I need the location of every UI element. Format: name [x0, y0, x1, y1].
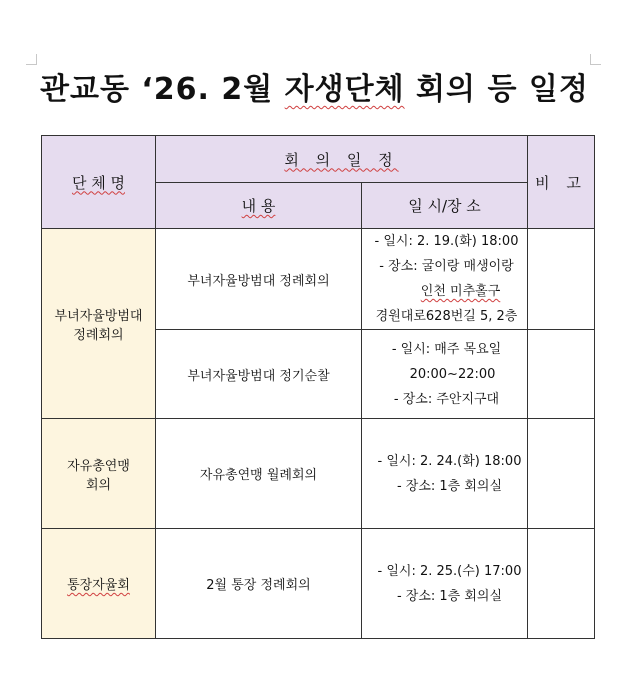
group-name-line: 부녀자율방범대	[54, 308, 143, 324]
detail-line: - 장소: 주안지구대	[393, 391, 500, 407]
detail-line: 20:00~22:00	[409, 366, 496, 382]
remarks-cell	[528, 330, 595, 419]
remarks-cell	[528, 529, 595, 639]
group-name-line: 회의	[85, 477, 112, 493]
schedule-table	[41, 135, 595, 639]
header-schedule: 회 의 일 정	[156, 136, 528, 183]
group-name-line: 자유총연맹	[67, 458, 130, 474]
detail-line: - 일시: 2. 24.(화) 18:00	[377, 453, 522, 469]
group-name-cell	[42, 229, 156, 419]
meeting-content: 자유총연맹 월례회의	[156, 419, 362, 529]
header-remarks: 비 고	[528, 136, 595, 229]
meeting-details	[362, 419, 528, 529]
title-part-post: 회의 등 일정	[404, 72, 589, 107]
group-name-line: 정례회의	[73, 327, 124, 343]
page-title	[40, 64, 589, 108]
detail-line: - 장소: 1층 회의실	[396, 478, 503, 494]
page-corner-mark-left	[26, 54, 37, 65]
detail-line: - 장소: 굴이랑 매생이랑	[379, 259, 514, 274]
meeting-details	[362, 529, 528, 639]
page-corner-mark-right	[590, 54, 601, 65]
group-name-line: 통장자율회	[67, 578, 130, 593]
group-name-cell	[42, 529, 156, 639]
detail-line: - 일시: 2. 19.(화) 18:00	[374, 234, 519, 249]
header-group-name: 단 체 명	[42, 136, 156, 229]
header-content: 내 용	[156, 183, 362, 229]
meeting-content: 부녀자율방범대 정기순찰	[156, 330, 362, 419]
detail-line: 인천 미추홀구	[420, 284, 501, 299]
remarks-cell	[528, 229, 595, 330]
header-datetime-place: 일 시/장 소	[362, 183, 528, 229]
meeting-content: 2월 통장 정례회의	[156, 529, 362, 639]
detail-line: - 일시: 매주 목요일	[391, 341, 502, 357]
group-name-cell	[42, 419, 156, 529]
meeting-details	[362, 229, 528, 330]
detail-line: - 장소: 1층 회의실	[396, 588, 503, 604]
meeting-content: 부녀자율방범대 정례회의	[156, 229, 362, 330]
remarks-cell	[528, 419, 595, 529]
detail-line: 경원대로628번길 5, 2층	[375, 309, 518, 324]
title-part-pre: 관교동 ‘26. 2월	[40, 72, 285, 107]
meeting-details	[362, 330, 528, 419]
title-part-word: 자생단체	[284, 72, 405, 107]
detail-line: - 일시: 2. 25.(수) 17:00	[377, 563, 522, 579]
